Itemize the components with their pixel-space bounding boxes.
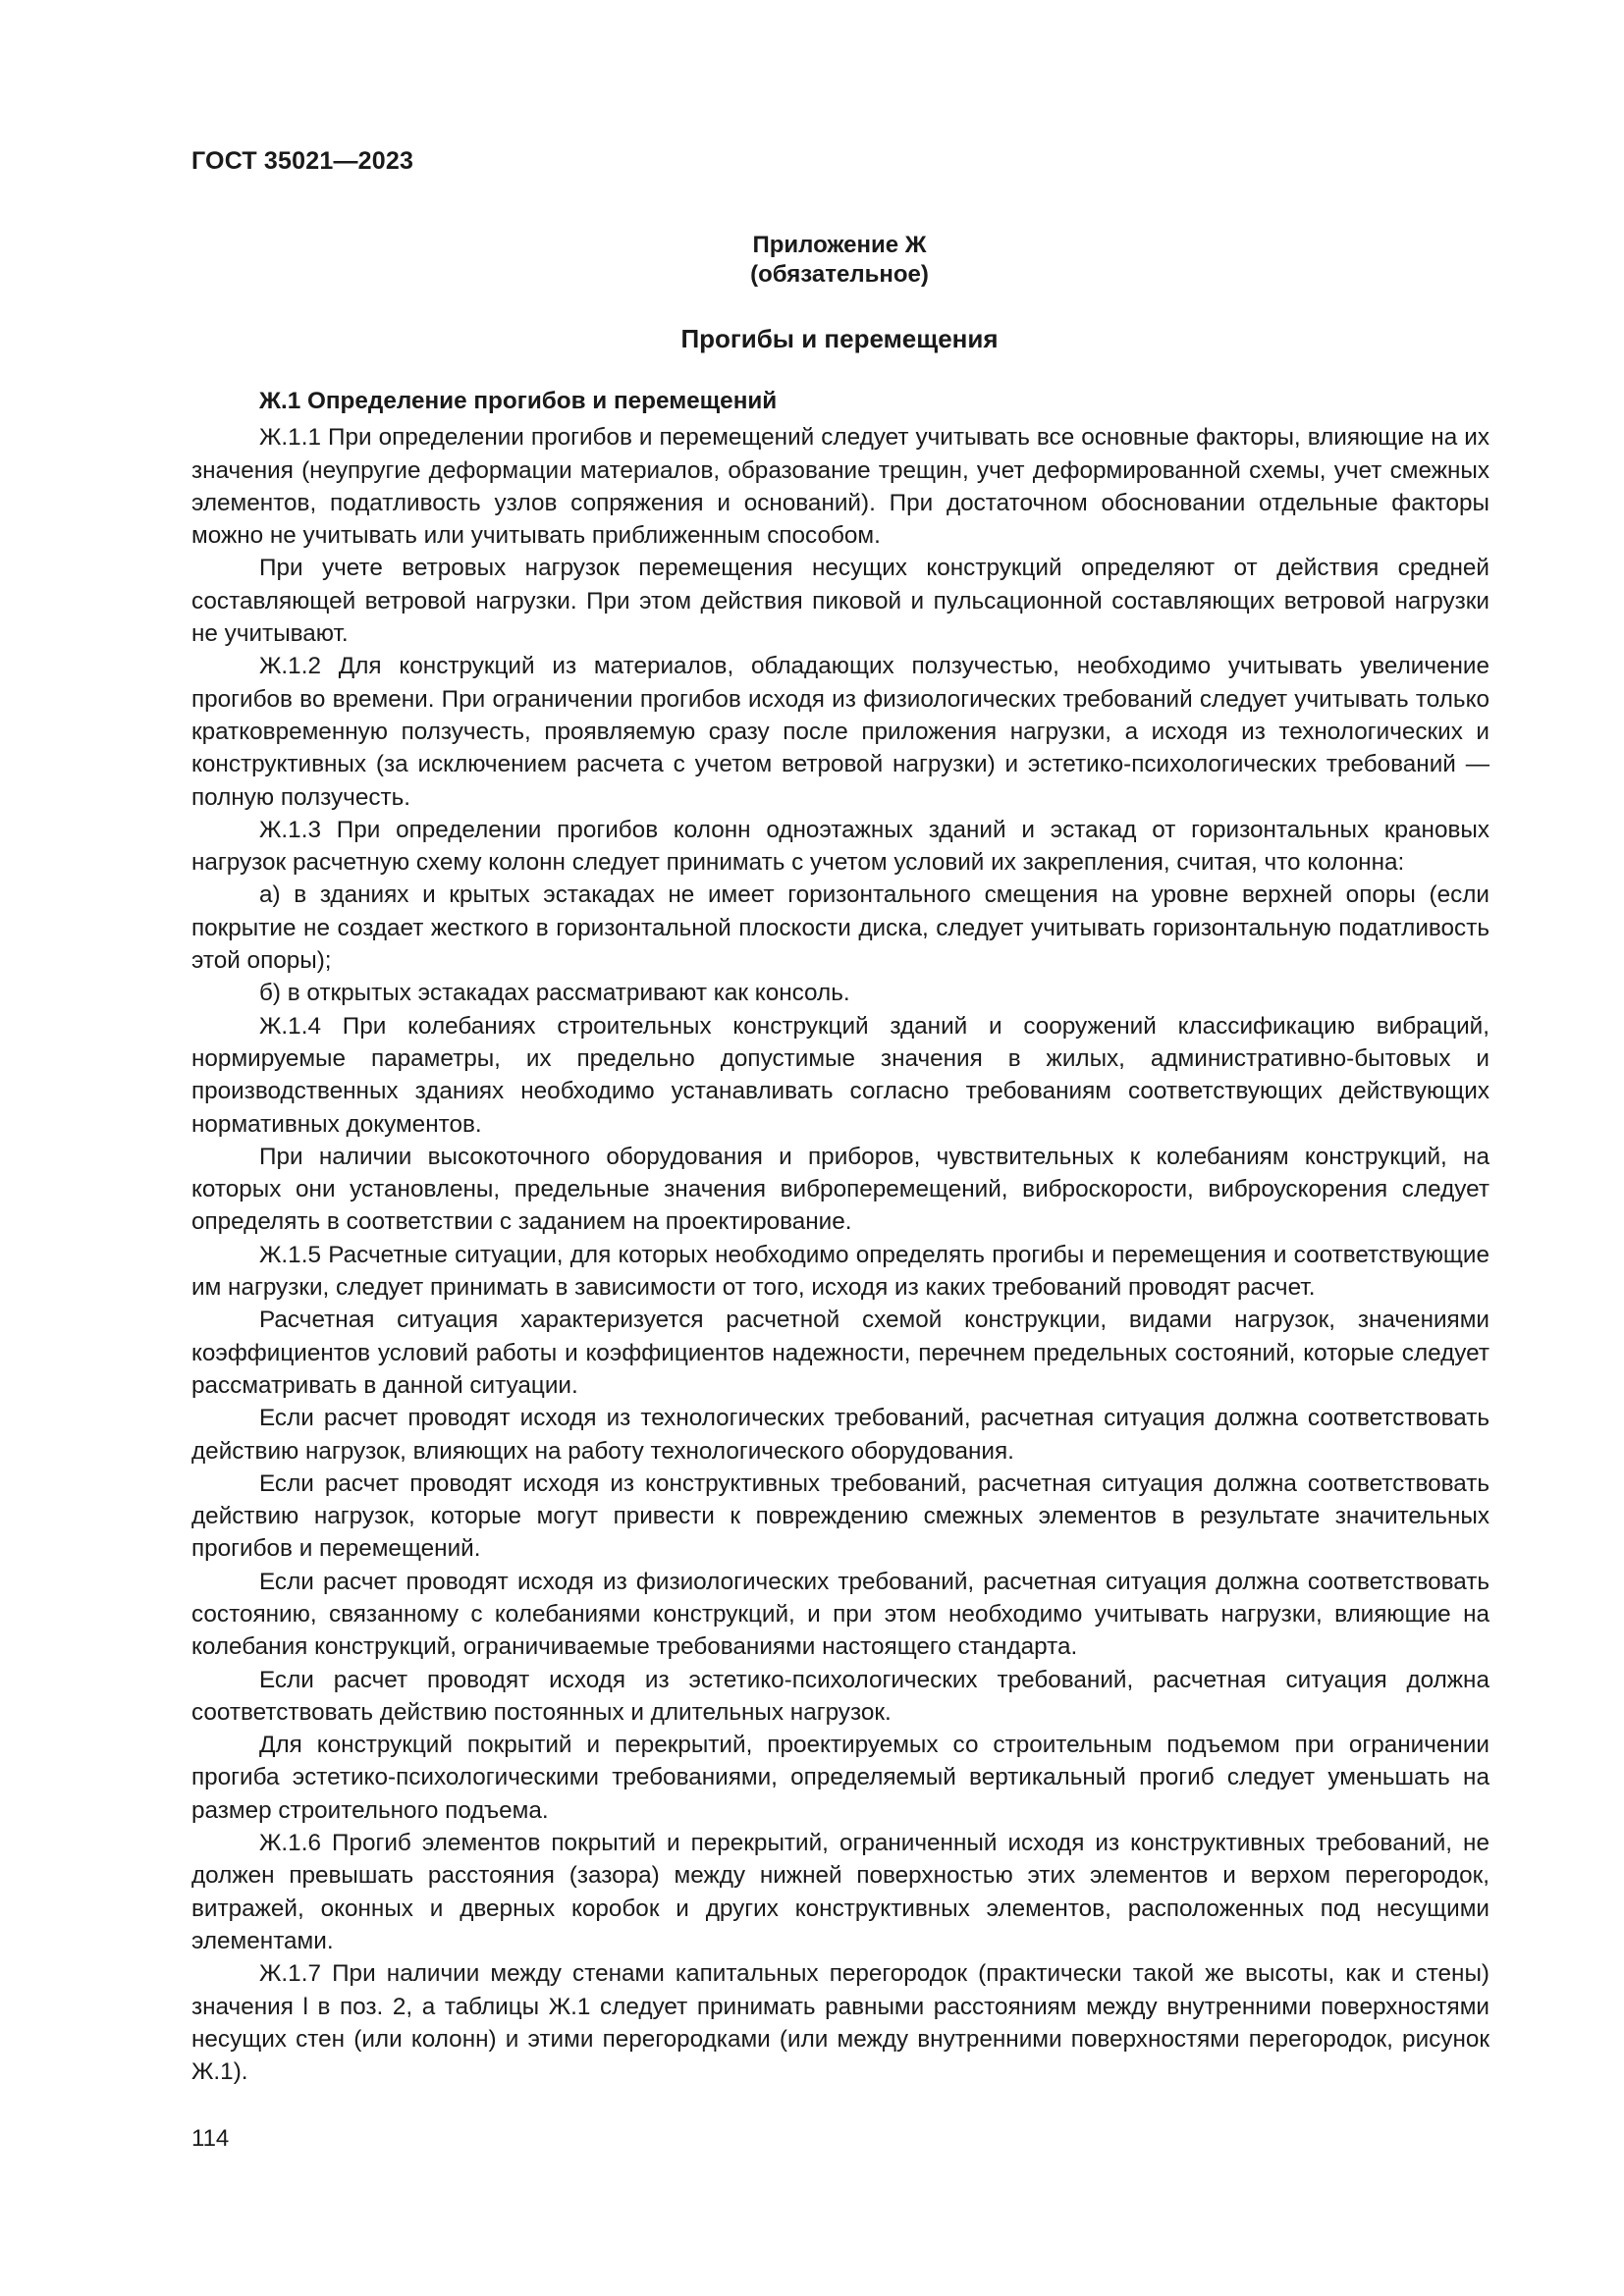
paragraph-structural-requirements: Если расчет проводят исходя из конструктивных требований, расчетная ситуация должна соответствовать действию нагрузок, которые могут привести к повреждению смежных элементов в результате значительных прогибов и перемещений. [191,1469,1489,1563]
paragraph-physiological-requirements: Если расчет проводят исходя из физиологических требований, расчетная ситуация должна соответствовать состоянию, связанному с колебаниями конструкций, и при этом необходимо учитывать нагрузки, влияющие на колебания конструкций, ограничиваемые требованиями настоящего стандарта. [191,1568,1489,1661]
body-text [191,385,1489,2088]
subsection-title: Ж.1 Определение прогибов и перемещений [259,388,778,414]
list-item-a: а) в зданиях и крытых эстакадах не имеет горизонтального смещения на уровне верхней опоры (если покрытие не создает жесткого в горизонтальной плоскости диска, следует учитывать горизонтальную податливость этой опоры); [191,881,1489,975]
paragraph-construction-camber: Для конструкций покрытий и перекрытий, проектируемых со строительным подъемом при ограничении прогиба эстетико-психологическими требованиями, определяемый вертикальный прогиб следует уменьшать на размер строительного подъема. [191,1732,1489,1824]
paragraph-high-precision-equipment: При наличии высокоточного оборудования и приборов, чувствительных к колебаниям конструкций, на которых они установлены, предельные значения виброперемещений, виброскорости, виброускорения следует определять в соответствии с заданием на проектирование. [191,1143,1489,1236]
paragraph-zh-1-1: Ж.1.1 При определении прогибов и перемещений следует учитывать все основные факторы, влияющие на их значения (неупругие деформации материалов, образование трещин, учет деформированной схемы, учет смежных элементов, податливость узлов сопряжения и оснований). При достаточном обосновании отдельные факторы можно не учитывать или учитывать приближенным способом. [191,424,1489,550]
paragraph-technological-requirements: Если расчет проводят исходя из технологических требований, расчетная ситуация должна соответствовать действию нагрузок, влияющих на работу технологического оборудования. [191,1405,1489,1465]
annex-title: Приложение Ж [752,232,927,258]
paragraph-zh-1-4: Ж.1.4 При колебаниях строительных конструкций зданий и сооружений классификацию вибраций, нормируемые параметры, их предельно допустимые значения в жилых, административно-бытовых и производственных зданиях необходимо устанавливать согласно требованиям соответствующих действующих нормативных документов. [191,1012,1489,1138]
paragraph-zh-1-3: Ж.1.3 При определении прогибов колонн одноэтажных зданий и эстакад от горизонтальных крановых нагрузок расчетную схему колонн следует принимать с учетом условий их закрепления, считая, что колонна: [191,816,1489,877]
section-title: Прогибы и перемещения [680,324,999,353]
paragraph-zh-1-7: Ж.1.7 При наличии между стенами капитальных перегородок (практически такой же высоты, как и стены) значения l в поз. 2, а таблицы Ж.1 следует принимать равными расстояниям между внутренними поверхностями несущих стен (или колонн) и этими перегородками (или между внутренними поверхностями перегородок, рисунок Ж.1). [191,1960,1489,2086]
annex-status: (обязательное) [750,261,929,288]
page-number: 114 [191,2125,230,2152]
paragraph-wind-loads: При учете ветровых нагрузок перемещения несущих конструкций определяют от действия средней составляющей ветровой нагрузки. При этом действия пиковой и пульсационной составляющих ветровой нагрузки не учитывают. [191,555,1489,648]
document-code-header: ГОСТ 35021—2023 [191,147,414,175]
paragraph-zh-1-6: Ж.1.6 Прогиб элементов покрытий и перекрытий, ограниченный исходя из конструктивных требований, не должен превышать расстояния (зазора) между нижней поверхностью этих элементов и верхом перегородок, витражей, оконных и дверных коробок и других конструктивных элементов, расположенных под несущими элементами. [191,1830,1489,1954]
paragraph-aesthetic-requirements: Если расчет проводят исходя из эстетико-психологических требований, расчетная ситуация должна соответствовать действию постоянных и длительных нагрузок. [191,1666,1489,1726]
paragraph-zh-1-2: Ж.1.2 Для конструкций из материалов, обладающих ползучестью, необходимо учитывать увеличение прогибов во времени. При ограничении прогибов исходя из физиологических требований следует учитывать только кратковременную ползучесть, проявляемую сразу после приложения нагрузки, а исходя из технологических и конструктивных (за исключением расчета с учетом ветровой нагрузки) и эстетико-психологических требований — полную ползучесть. [191,653,1489,811]
paragraph-design-situation: Расчетная ситуация характеризуется расчетной схемой конструкции, видами нагрузок, значениями коэффициентов условий работы и коэффициентов надежности, перечнем предельных состояний, которые следует рассматривать в данной ситуации. [191,1307,1489,1399]
paragraph-zh-1-5: Ж.1.5 Расчетные ситуации, для которых необходимо определять прогибы и перемещения и соответствующие им нагрузки, следует принимать в зависимости от того, исходя из каких требований проводят расчет. [191,1241,1489,1302]
list-item-b: б) в открытых эстакадах рассматривают как консоль. [259,980,850,1007]
